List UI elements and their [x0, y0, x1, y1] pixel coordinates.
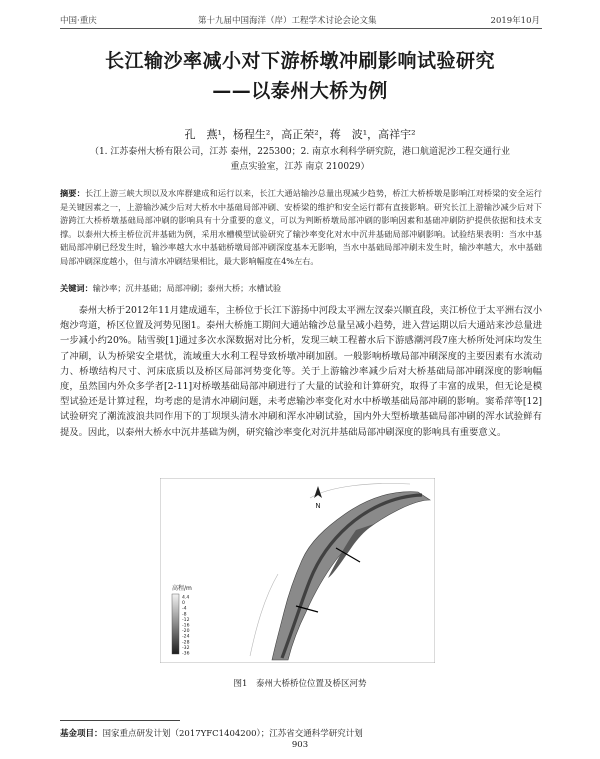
abstract	[60, 187, 542, 268]
river-map-figure	[160, 478, 435, 663]
legend-tick-label: -28	[182, 640, 190, 646]
funding-label: 基金项目：	[60, 729, 103, 739]
abstract-text: 长江上游三峡大坝以及水库群建成和运行以来，长江大通站输沙总量出现减少趋势，桥江大桥桥墩是影响江对桥梁的安全运行是关键因素之一，上游输沙减少后对大桥水中基础局部冲刷、安桥梁的维护和安全运行都有直接影响。研究长江上游输沙减少后对下游跨江大桥桥墩基础局部冲刷的影响具有十分重要的意义，可以为判断桥墩局部冲刷的影响因素和基础冲刷防护提供依据和技术支撑。以泰州大桥主桥位沉井基础为例，采用水槽模型试验研究了输沙率变化对水中沉井基础局部冲刷影响。试验结果表明：当水中基础局部冲刷已经发生时，输沙率越大水中基础桥墩局部冲刷深度基本无影响，当水中基础局部冲刷未发生时，输沙率越大，水中基础局部冲刷深度越小，但与清水冲刷结果相比，最大影响幅度在4%左右。	[60, 188, 542, 266]
legend-tick-label: -16	[182, 623, 190, 629]
legend-tick-label: -8	[182, 612, 187, 618]
affiliation-line-2: 重点实验室，江苏 南京 210029）	[230, 162, 370, 172]
page-number: 903	[291, 740, 309, 750]
figure-caption: 图1 泰州大桥桥位位置及桥区河势	[233, 679, 367, 689]
north-label: N	[315, 502, 321, 510]
footnote-rule	[60, 720, 180, 721]
author-list: 孔 燕¹，杨程生²，高正荣²，蒋 波¹，高祥宇²	[184, 128, 416, 141]
funding-note	[60, 727, 540, 739]
header-rule	[60, 28, 542, 29]
body-paragraph: 泰州大桥于2012年11月建成通车，主桥位于长江下游扬中河段太平洲左汊泰兴顺直段，夹江桥位于太平洲右汊小炮沙弯道，桥区位置及河势见图1。泰州大桥施工期间大通站输沙总量呈减小趋势，进入营运期以后大通站来沙总量进一步减小约20%。陆雪骏[1]通过多次水深数据对比分析，发现三峡工程蓄水后下游感潮河段7座大桥所处河床均发生了冲刷，认为桥梁安全堪忧，流域重大水利工程导致桥墩冲刷加剧。一般影响桥墩局部冲刷深度的主要因素有水流动力、桥墩结构尺寸、河床底质以及桥区局部河势变化等。关于上游输沙率减少后对大桥基础局部冲刷深度的影响幅度，虽然国内外众多学者[2-11]对桥墩基础局部冲刷进行了大量的试验和计算研究，取得了丰富的成果，但无论是模型试验还是计算过程，均考虑的是清水冲刷问题，未考虑输沙率变化对水中桥墩基础局部冲刷的影响。窦希萍等[12]试验研究了潮流波浪共同作用下的丁坝坝头清水冲刷和浑水冲刷试验，国内外大型桥墩基础局部冲刷的浑水试验鲜有提及。因此，以泰州大桥水中沉井基础为例，研究输沙率变化对沉井基础局部冲刷深度的影响具有重要意义。	[60, 305, 542, 438]
running-header	[60, 14, 540, 28]
legend-tick-label: -32	[182, 645, 190, 651]
header-date: 2019年10月	[490, 16, 540, 26]
legend-tick-label: -12	[182, 617, 190, 623]
affiliation	[80, 145, 520, 175]
legend-tick-label: 4.4	[182, 595, 190, 601]
keywords-text: 输沙率；沉井基础；局部冲刷；泰州大桥；水槽试验	[92, 283, 282, 293]
legend-tick-label: 0	[182, 601, 185, 607]
abstract-label: 摘要：	[60, 188, 85, 198]
header-location: 中国·重庆	[60, 16, 97, 26]
header-proceedings: 第十九届中国海洋（岸）工程学术讨论会论文集	[198, 16, 377, 26]
legend-colorbar	[172, 594, 179, 654]
legend-title: 高程/m	[172, 585, 192, 592]
legend-tick-label: -36	[182, 651, 190, 657]
keywords-label: 关键词：	[60, 283, 93, 293]
affiliation-line-1: （1. 江苏泰州大桥有限公司，江苏 泰州，225300；2. 南京水利科学研究院，港口航道泥沙工程交通行业	[89, 147, 511, 157]
funding-text: 国家重点研发计划（2017YFC1404200）；江苏省交通科学研究计划	[102, 729, 363, 739]
elevation-legend	[172, 584, 192, 657]
keywords	[60, 282, 542, 296]
paper-title: 长江输沙率减小对下游桥墩冲刷影响试验研究	[104, 50, 495, 72]
legend-tick-label: -4	[182, 606, 187, 612]
paper-subtitle: ——以泰州大桥为例	[212, 80, 388, 102]
legend-tick-label: -24	[182, 634, 190, 640]
legend-tick-label: -20	[182, 629, 190, 635]
